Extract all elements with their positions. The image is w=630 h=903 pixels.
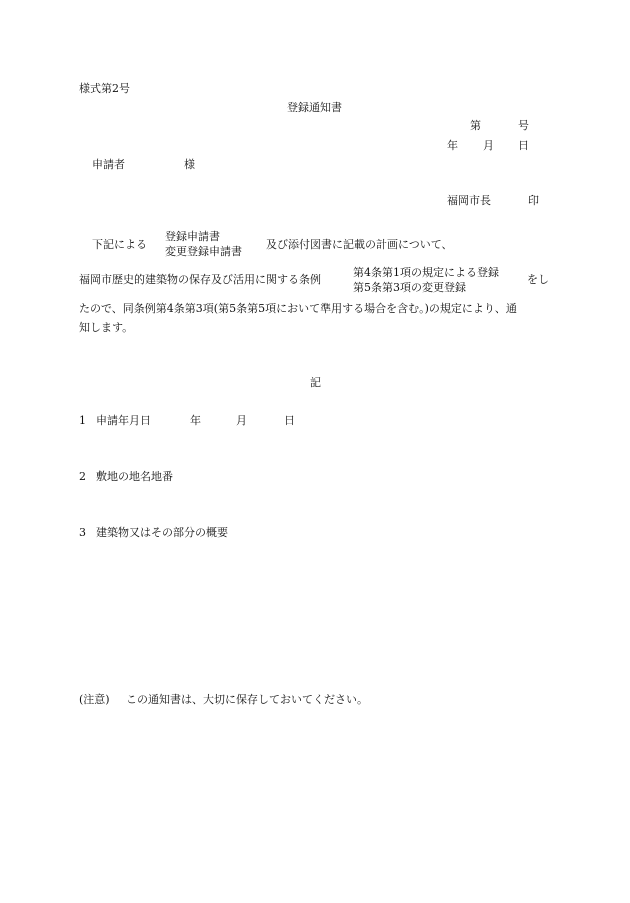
applicant-label: 申請者 — [92, 158, 125, 171]
application-year-label: 年 — [190, 414, 201, 427]
note-label: (注意) — [79, 693, 110, 706]
record-item-2-number: 2 — [79, 470, 86, 483]
document-option-registration: 登録申請書 — [165, 230, 220, 243]
record-item-1-label: 申請年月日 — [96, 414, 151, 427]
body-line-3: たので、同条例第4条第3項(第5条第5項において準用する場合を含む。)の規定により、通 — [79, 302, 517, 315]
ordinance-name: 福岡市歴史的建築物の保存及び活用に関する条例 — [79, 273, 321, 286]
note-text: この通知書は、大切に保存しておいてください。 — [126, 693, 368, 706]
form-number: 様式第2号 — [79, 82, 130, 95]
date-year-label: 年 — [447, 139, 458, 152]
rule-option-registration: 第4条第1項の規定による登録 — [353, 266, 499, 279]
date-month-label: 月 — [483, 139, 494, 152]
application-month-label: 月 — [236, 414, 247, 427]
issuer-name: 福岡市長 — [447, 194, 491, 207]
body-line-4: 知します。 — [79, 321, 134, 334]
number-suffix: 号 — [518, 119, 529, 132]
date-day-label: 日 — [518, 139, 529, 152]
issuer-seal: 印 — [528, 194, 539, 207]
body-lead: 下記による — [92, 238, 147, 251]
record-item-2-label: 敷地の地名地番 — [96, 470, 173, 483]
body-after-documents: 及び添付図書に記載の計画について、 — [266, 238, 453, 251]
body-after-rules: をし — [527, 273, 549, 286]
document-option-change-registration: 変更登録申請書 — [165, 245, 242, 258]
record-item-1-number: 1 — [79, 414, 86, 427]
application-day-label: 日 — [284, 414, 295, 427]
record-heading: 記 — [310, 376, 321, 389]
record-item-3-label: 建築物又はその部分の概要 — [96, 526, 228, 539]
document-type-options — [165, 229, 242, 259]
rule-options — [353, 265, 499, 295]
rule-option-change-registration: 第5条第3項の変更登録 — [353, 281, 466, 294]
record-item-3-number: 3 — [79, 526, 86, 539]
document-title: 登録通知書 — [287, 101, 342, 114]
applicant-honorific: 様 — [184, 158, 195, 171]
number-prefix: 第 — [470, 119, 481, 132]
